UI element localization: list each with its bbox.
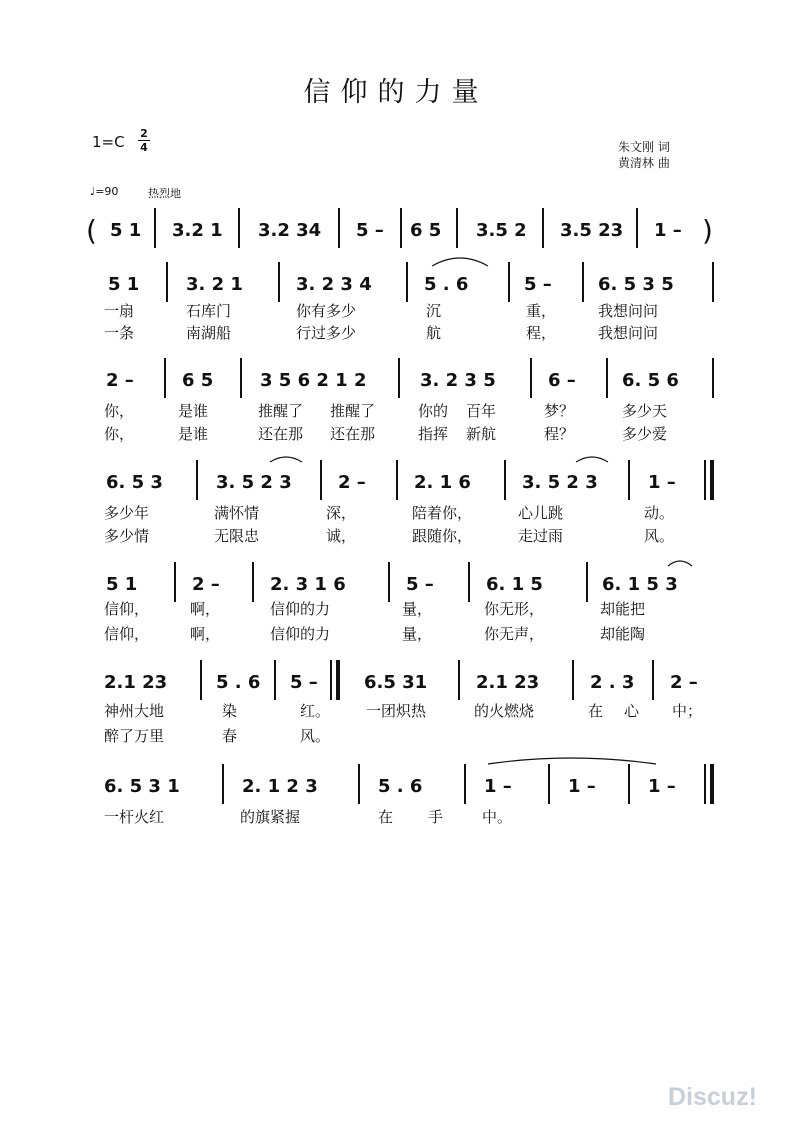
lyric-word: 一扇 <box>104 302 135 320</box>
measure: 6. 1 5 3 <box>602 574 678 595</box>
measure: 6. 5 3 <box>106 472 163 493</box>
lyric-word: 风。 <box>300 727 331 745</box>
lyric-word: 中； <box>672 702 703 720</box>
measure: 1 – <box>648 472 676 493</box>
slur-tie <box>270 457 302 462</box>
lyric-word: 我想问问 <box>598 302 659 320</box>
measure: 3. 2 3 4 <box>296 274 372 295</box>
measure: 2.1 23 <box>104 672 168 693</box>
lyric-word: 风。 <box>644 527 675 545</box>
lyric-word: 南湖船 <box>186 324 232 342</box>
lyric-word: 走过雨 <box>518 527 564 545</box>
measure: 1 – <box>484 776 512 797</box>
measure: 6.5 31 <box>364 672 428 693</box>
measure: 2 – <box>106 370 134 391</box>
measure: 5 – <box>406 574 434 595</box>
measure: 6 5 <box>182 370 214 391</box>
song-title: 信仰的力量 <box>303 77 489 108</box>
lyric-word: 手 <box>428 808 444 826</box>
measure: 1 – <box>568 776 596 797</box>
lyric-word: 春 <box>222 727 238 745</box>
slur-tie <box>432 258 488 266</box>
lyric-word: 却能把 <box>600 600 646 618</box>
lyric-word: 多少年 <box>104 504 150 522</box>
expression-mark: 热烈地 <box>148 187 181 200</box>
lyric-word: 是谁 <box>178 425 209 443</box>
lyric-word: 的旗紧握 <box>240 808 301 826</box>
lyric-word: 一条 <box>104 324 135 342</box>
lyricist-credit: 朱文刚 词 <box>618 140 670 154</box>
lyric-word: 信仰的力 <box>270 625 331 643</box>
measure: 3. 5 2 3 <box>216 472 292 493</box>
lyric-word: 陪着你， <box>412 504 473 522</box>
lyric-word: 满怀情 <box>214 504 260 522</box>
paren-close: ) <box>702 214 713 247</box>
measure: 5 1 <box>108 274 140 295</box>
lyric-word: 心 <box>624 702 640 720</box>
lyric-word: 量， <box>402 625 433 643</box>
lyric-word: 指挥 <box>418 425 449 443</box>
measure: 2. 3 1 6 <box>270 574 346 595</box>
lyric-word: 你有多少 <box>296 302 357 320</box>
measure: 3. 2 1 <box>186 274 243 295</box>
measure: 5 1 <box>106 574 138 595</box>
lyric-word: 心儿跳 <box>518 504 564 522</box>
lyric-word: 还在那 <box>330 425 376 443</box>
lyric-word: 程？ <box>544 425 575 443</box>
measure: 2 – <box>338 472 366 493</box>
lyric-word: 你， <box>104 402 135 420</box>
measure: 6. 5 6 <box>622 370 679 391</box>
measure: 6 5 <box>410 220 442 241</box>
measure: 6. 1 5 <box>486 574 543 595</box>
key-signature: 1=C <box>92 133 125 151</box>
lyric-word: 信仰的力 <box>270 600 331 618</box>
lyric-word: 动。 <box>644 504 675 522</box>
lyric-word: 你的 <box>418 402 449 420</box>
measure: 5 – <box>524 274 552 295</box>
lyric-word: 醉了万里 <box>104 727 165 745</box>
measure: 5 . 6 <box>378 776 423 797</box>
lyric-word: 神州大地 <box>104 702 165 720</box>
lyric-word: 多少情 <box>104 527 150 545</box>
lyric-word: 在 <box>588 702 604 720</box>
measure: 3.5 23 <box>560 220 624 241</box>
measure: 6. 5 3 5 <box>598 274 674 295</box>
lyric-word: 沉 <box>426 302 442 320</box>
measure: 2 – <box>670 672 698 693</box>
watermark-logo: Discuz! <box>668 1083 757 1111</box>
lyric-word: 信仰， <box>104 600 150 618</box>
lyric-word: 染 <box>222 702 238 720</box>
meter-bottom: 4 <box>140 141 148 154</box>
lyric-word: 新航 <box>466 425 497 443</box>
measure: 5 . 6 <box>424 274 469 295</box>
lyric-word: 推醒了 <box>258 402 304 420</box>
slur-tie <box>488 758 656 764</box>
lyric-word: 却能陶 <box>600 625 646 643</box>
measure: 5 – <box>356 220 384 241</box>
measure: 1 – <box>648 776 676 797</box>
lyric-word: 无限忠 <box>214 527 260 545</box>
lyric-word: 诚， <box>326 527 357 545</box>
lyric-word: 一杆火红 <box>104 808 165 826</box>
lyric-word: 你无声， <box>484 625 545 643</box>
lyric-word: 量， <box>402 600 433 618</box>
measure: 3.5 2 <box>476 220 527 241</box>
lyric-word: 我想问问 <box>598 324 659 342</box>
composer-credit: 黄清林 曲 <box>618 156 670 170</box>
lyric-word: 中。 <box>482 808 513 826</box>
measure: 3. 5 2 3 <box>522 472 598 493</box>
lyric-word: 啊， <box>190 600 221 618</box>
lyric-word: 行过多少 <box>296 324 357 342</box>
slur-tie <box>668 561 692 566</box>
lyric-word: 是谁 <box>178 402 209 420</box>
measure: 3. 2 3 5 <box>420 370 496 391</box>
measure: 2 . 3 <box>590 672 635 693</box>
measure: 2 – <box>192 574 220 595</box>
measure: 1 – <box>654 220 682 241</box>
meter-top: 2 <box>140 127 148 140</box>
lyric-word: 深， <box>326 504 357 522</box>
lyric-word: 重， <box>526 302 557 320</box>
lyric-word: 的火燃烧 <box>474 702 535 720</box>
lyric-word: 红。 <box>300 702 331 720</box>
lyric-word: 多少爱 <box>622 425 668 443</box>
tempo-value: =90 <box>95 185 119 198</box>
lyric-word: 推醒了 <box>330 402 376 420</box>
measure: 3.2 34 <box>258 220 322 241</box>
measure: 2. 1 2 3 <box>242 776 318 797</box>
lyric-word: 你无形， <box>484 600 545 618</box>
lyric-word: 啊， <box>190 625 221 643</box>
lyric-word: 你， <box>104 425 135 443</box>
lyric-word: 多少天 <box>622 402 668 420</box>
lyric-word: 程， <box>526 324 557 342</box>
measure: 6 – <box>548 370 576 391</box>
lyric-word: 百年 <box>466 402 497 420</box>
measure: 5 1 <box>110 220 142 241</box>
lyric-word: 一团炽热 <box>366 702 427 720</box>
lyric-word: 还在那 <box>258 425 304 443</box>
lyric-word: 航 <box>426 324 442 342</box>
measure: 6. 5 3 1 <box>104 776 180 797</box>
measure: 2. 1 6 <box>414 472 471 493</box>
measure: 5 – <box>290 672 318 693</box>
lyric-word: 石库门 <box>186 302 232 320</box>
quarter-note-icon: ♩ <box>90 185 96 198</box>
measure: 2.1 23 <box>476 672 540 693</box>
measure: 3 5 6 2 1 2 <box>260 370 367 391</box>
lyric-word: 在 <box>378 808 394 826</box>
measure: 5 . 6 <box>216 672 261 693</box>
lyric-word: 信仰， <box>104 625 150 643</box>
lyric-word: 梦？ <box>544 402 575 420</box>
paren-open: ( <box>86 214 97 247</box>
lyric-word: 跟随你， <box>412 527 473 545</box>
slur-tie <box>576 457 608 462</box>
measure: 3.2 1 <box>172 220 223 241</box>
